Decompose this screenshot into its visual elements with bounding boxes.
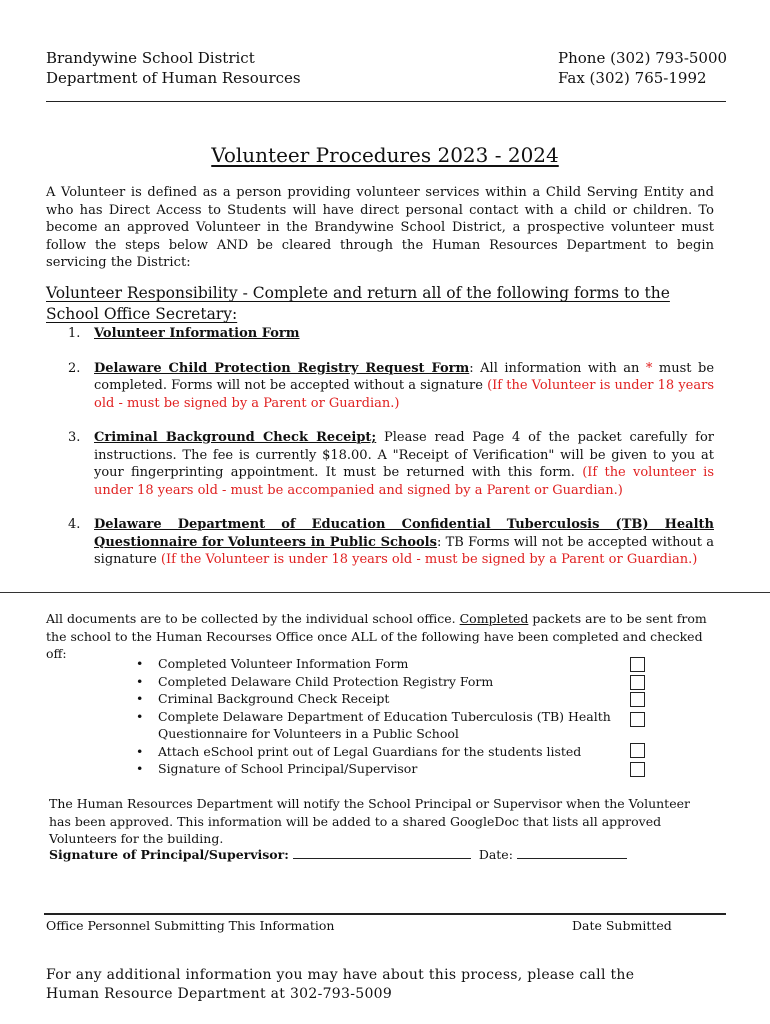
step-text: Please read Page 4 of the packet carefully for instructions. The fee is currently $18.00. A "Receipt of Verification" will be given to you at your fingerprinting appointment. It must be returned with this form. bbox=[94, 430, 714, 480]
document-title-wrap bbox=[0, 143, 770, 167]
checkbox-background-check[interactable] bbox=[630, 692, 645, 707]
fax-number: Fax (302) 765-1992 bbox=[558, 69, 707, 87]
step-1 bbox=[68, 325, 714, 343]
completion-checklist bbox=[134, 655, 654, 778]
step-separator: : bbox=[469, 360, 481, 376]
document-title: Volunteer Procedures 2023 - 2024 bbox=[211, 143, 559, 167]
section-divider bbox=[0, 592, 770, 593]
office-signature-rule bbox=[44, 913, 726, 915]
checklist-item: • Completed Delaware Child Protection Registry Form bbox=[134, 673, 654, 691]
checkbox-volunteer-info[interactable] bbox=[630, 657, 645, 672]
signature-field[interactable] bbox=[293, 846, 471, 859]
step-3 bbox=[68, 429, 714, 499]
checkbox-child-protection[interactable] bbox=[630, 675, 645, 690]
letterhead-right bbox=[558, 48, 727, 88]
contact-footer: For any additional information you may have about this process, please call the Human Resource Department at 302-793-5009 bbox=[46, 967, 635, 1002]
step-title: Delaware Child Protection Registry Request Form bbox=[94, 360, 470, 376]
step-number: 1. bbox=[68, 326, 81, 341]
department-name: Department of Human Resources bbox=[46, 69, 301, 87]
step-text: TB Forms will not be accepted without a signature bbox=[94, 534, 714, 567]
phone-number: Phone (302) 793-5000 bbox=[558, 49, 728, 67]
step-text-a: All information with an bbox=[480, 360, 646, 376]
checkbox-tb-questionnaire[interactable] bbox=[630, 712, 645, 727]
collection-text-after: packets are to be sent from the school to the Human Recourses Office once ALL of the following have been completed and checked off: bbox=[46, 611, 707, 661]
letterhead-left bbox=[46, 48, 301, 88]
step-text: must be completed. Forms will not be accepted without a signature bbox=[94, 360, 715, 393]
step-number: 4. bbox=[68, 517, 81, 532]
header-divider bbox=[46, 101, 726, 102]
checklist-item: • Attach eSchool print out of Legal Guardians for the students listed bbox=[134, 743, 654, 761]
step-separator: : bbox=[436, 534, 446, 550]
step-number: 2. bbox=[68, 360, 81, 376]
step-title: Criminal Background Check Receipt; bbox=[94, 430, 377, 445]
district-name: Brandywine School District bbox=[46, 49, 255, 67]
checklist-item: • Completed Volunteer Information Form bbox=[134, 655, 654, 673]
collection-text-before: All documents are to be collected by the individual school office. bbox=[46, 611, 460, 626]
checklist-item: • Criminal Background Check Receipt bbox=[134, 690, 654, 708]
checklist-item: • Complete Delaware Department of Education Tuberculosis (TB) Health Questionnaire for Volunteers in a Public School bbox=[134, 708, 654, 743]
intro-paragraph: A Volunteer is defined as a person providing volunteer services within a Child Serving Entity and who has Direct Access to Students will have direct personal contact with a child or children. To become an approved Volunteer in the Brandywine School District, a prospective volunteer must follow the steps below AND be cleared through the Human Resources Department to begin servicing the District: bbox=[46, 185, 714, 270]
date-label: Date: bbox=[478, 847, 513, 862]
responsibility-heading: Volunteer Responsibility - Complete and return all of the following forms to the School Office Secretary: bbox=[46, 284, 670, 323]
step-guardian-note: (If the Volunteer is under 18 years old - must be signed by a Parent or Guardian.) bbox=[160, 552, 698, 567]
step-title: Delaware Department of Education Confidential Tuberculosis (TB) Health Questionnaire for Volunteers in Public Schools bbox=[94, 517, 714, 550]
step-body bbox=[94, 360, 714, 413]
checkbox-principal-signature[interactable] bbox=[630, 762, 645, 777]
step-guardian-note: (If the volunteer is under 18 years old - must be accompanied and signed by a Parent or Guardian.) bbox=[94, 465, 714, 498]
required-star: * bbox=[645, 360, 653, 376]
collection-text-completed: Completed bbox=[459, 611, 529, 626]
signature-label: Signature of Principal/Supervisor: bbox=[49, 847, 289, 862]
step-body bbox=[94, 429, 714, 499]
step-number: 3. bbox=[68, 430, 81, 445]
step-4 bbox=[68, 516, 714, 569]
step-title: Volunteer Information Form bbox=[94, 326, 300, 341]
steps-list bbox=[68, 325, 714, 586]
step-2 bbox=[68, 360, 714, 413]
checklist-item: • Signature of School Principal/Supervisor bbox=[134, 760, 654, 778]
date-submitted-label: Date Submitted bbox=[572, 918, 672, 933]
step-guardian-note: (If the Volunteer is under 18 years old - must be signed by a Parent or Guardian.) bbox=[94, 378, 714, 411]
hr-notice: The Human Resources Department will notify the School Principal or Supervisor when the Volunteer has been approved. This information will be added to a shared GoogleDoc that lists all approved Volunteers for the building. bbox=[49, 796, 690, 846]
step-body bbox=[94, 325, 714, 343]
date-field[interactable] bbox=[517, 846, 627, 859]
step-body bbox=[94, 516, 714, 569]
checkbox-eschool-printout[interactable] bbox=[630, 743, 645, 758]
office-personnel-label: Office Personnel Submitting This Information bbox=[46, 918, 335, 933]
signature-line bbox=[49, 846, 627, 864]
step-separator bbox=[376, 430, 384, 445]
